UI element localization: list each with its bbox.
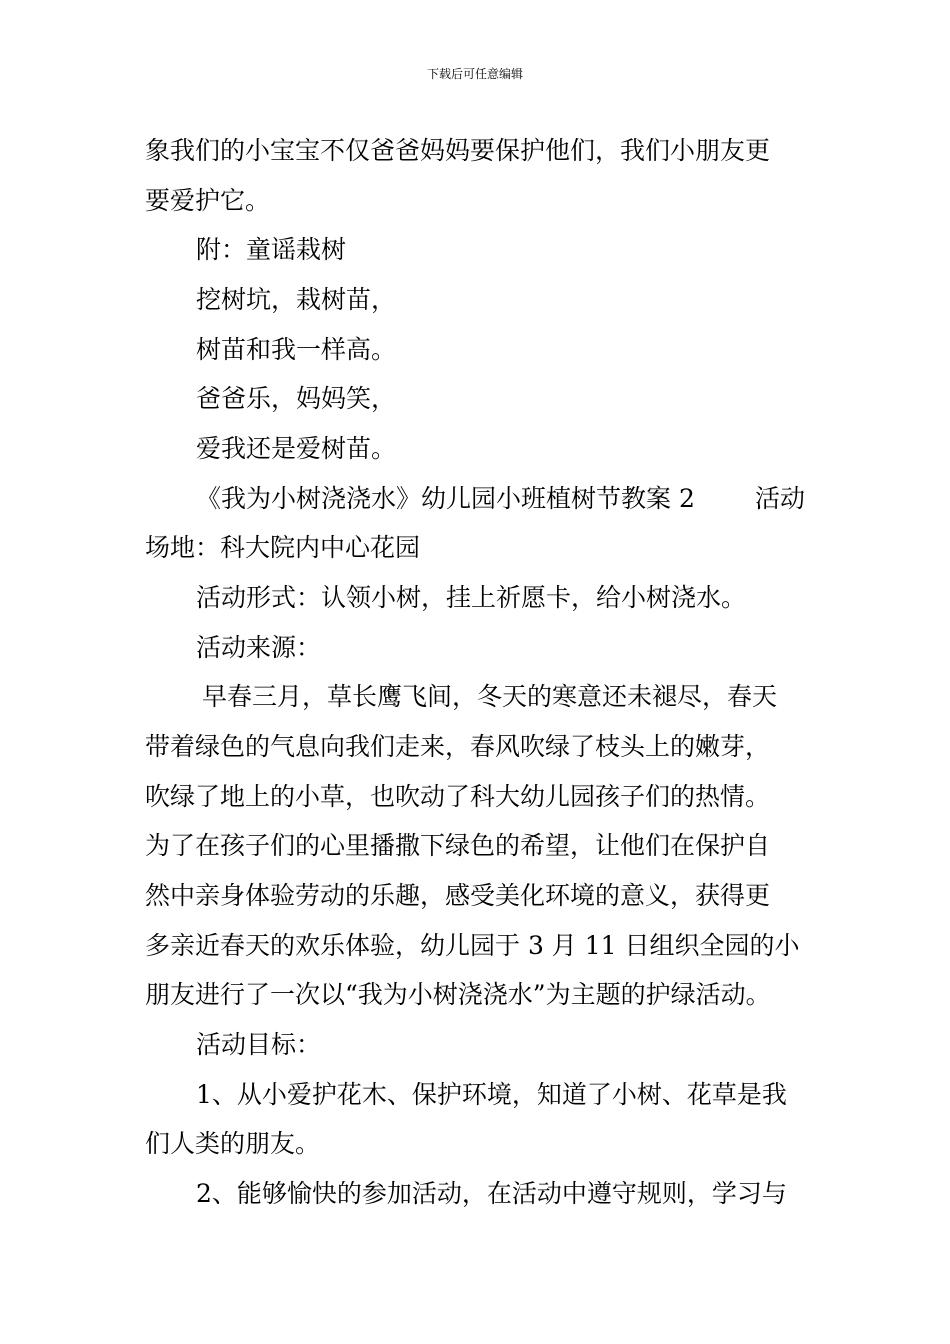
body-line: 活动目标： xyxy=(196,1030,322,1059)
page-header-note: 下载后可任意编辑 xyxy=(426,67,523,81)
body-line: 象我们的小宝宝不仅爸爸妈妈要保护他们，我们小朋友更 xyxy=(145,136,771,165)
body-line: 1、从小爱护花木、保护环境，知道了小树、花草是我 xyxy=(196,1080,787,1109)
body-line: 们人类的朋友。 xyxy=(145,1129,321,1158)
body-line: 爱我还是爱树苗。 xyxy=(196,434,397,463)
body-line: 朋友进行了一次以“我为小树浇浇水”为主题的护绿活动。 xyxy=(145,980,771,1009)
body-line: 2、能够愉快的参加活动，在活动中遵守规则，学习与 xyxy=(196,1179,787,1208)
body-line: 活动形式：认领小树，挂上祈愿卡，给小树浇水。 xyxy=(196,583,747,612)
body-line: 为了在孩子们的心里播撒下绿色的希望，让他们在保护自 xyxy=(145,831,771,860)
body-line: 早春三月，草长鹰飞间，冬天的寒意还未褪尽，春天 xyxy=(202,682,778,711)
body-line-continuation: 活动 xyxy=(755,484,806,513)
body-line: 活动来源： xyxy=(196,633,322,662)
body-line: 带着绿色的气息向我们走来，春风吹绿了枝头上的嫩芽， xyxy=(145,732,771,761)
body-line: 场地：科大院内中心花园 xyxy=(145,533,421,562)
body-line: 附：童谣栽树 xyxy=(196,235,347,264)
body-line: 然中亲身体验劳动的乐趣，感受美化环境的意义，获得更 xyxy=(145,881,771,910)
body-line: 《我为小树浇浇水》幼儿园小班植树节教案 2 xyxy=(196,484,695,513)
body-line: 爸爸乐，妈妈笑， xyxy=(196,384,397,413)
body-line: 要爱护它。 xyxy=(145,186,271,215)
body-line: 挖树坑，栽树苗， xyxy=(196,285,397,314)
body-line: 树苗和我一样高。 xyxy=(196,335,397,364)
body-line: 吹绿了地上的小草，也吹动了科大幼儿园孩子们的热情。 xyxy=(145,782,771,811)
body-line: 多亲近春天的欢乐体验，幼儿园于 3 月 11 日组织全园的小 xyxy=(145,931,800,960)
